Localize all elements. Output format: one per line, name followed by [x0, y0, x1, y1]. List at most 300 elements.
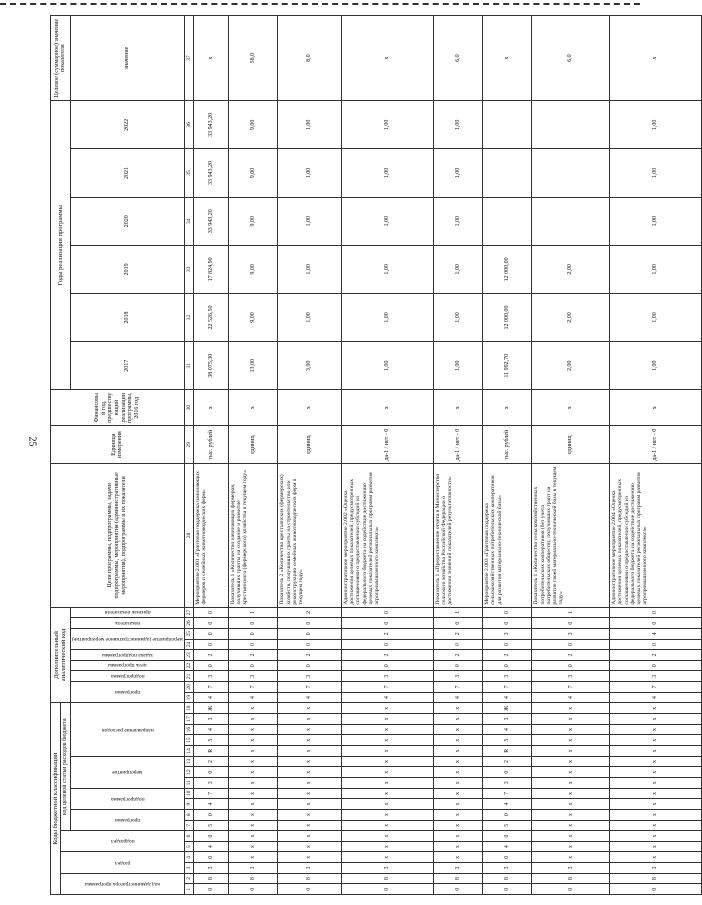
code-digit-cell: 2 [483, 756, 532, 767]
code-digit-cell: х [610, 735, 702, 746]
code-digit-cell: 2 [341, 628, 433, 639]
column-number: 34 [184, 197, 193, 245]
code-digit-cell: 0 [610, 639, 702, 650]
row-name-cell: Административное мероприятие 2.004 «Оценка достижения целевых показателей, предусмотренных соглашениями о предоставлении субсидий из федерального бюджета на содействие достижению целевых показателей региональных программ развития агропромышленного комплекса» [610, 464, 702, 607]
code-digit-cell: х [433, 799, 482, 810]
row-name-cell: Показатель 2 «Количество крестьянских (фермерских) хозяйств, получивших гранты на строительство или реконструкцию семейных животноводческих ферм в текущем году» [278, 464, 342, 607]
code-digit-cell: 3 [228, 671, 277, 682]
code-digit-cell: х [610, 724, 702, 735]
code-digit-cell: 0 [193, 809, 228, 820]
target-value-cell: х [193, 16, 228, 101]
column-number: 11 [184, 777, 193, 788]
column-number: 27 [184, 607, 193, 618]
column-number: 32 [184, 293, 193, 341]
row-name-cell: Показатель 1 «Количество сельскохозяйственных потребительских кооперативов (без учета потребительских обществ), получивших грант на развитие своей материально-технической базы в текущем году» [532, 464, 610, 607]
fin-year-cell: х [341, 390, 433, 426]
year-value-cell: 3,00 [278, 342, 342, 390]
code-digit-cell: х [341, 788, 433, 799]
code-digit-cell: 0 [483, 831, 532, 842]
code-digit-cell: х [532, 777, 610, 788]
code-digit-cell: х [228, 746, 277, 757]
code-digit-cell: Ж [193, 703, 228, 714]
code-section-header: раздел [61, 852, 185, 873]
code-digit-cell: х [278, 799, 342, 810]
fin-year-cell: х [483, 390, 532, 426]
code-digit-cell: 0 [193, 628, 228, 639]
code-expense-direction-header: направление расходов [70, 703, 184, 756]
code-digit-cell: х [610, 714, 702, 725]
column-number: 8 [184, 809, 193, 820]
table-row [278, 16, 342, 895]
year-value-cell: 12 000,00 [483, 245, 532, 293]
table-row [532, 16, 610, 895]
fin-year-cell: х [610, 390, 702, 426]
year-value-cell: 1,00 [610, 342, 702, 390]
column-number: 35 [184, 149, 193, 197]
code-digit-cell: х [341, 841, 433, 852]
code-digit-cell: 2 [278, 607, 342, 618]
target-value-header: значение [70, 16, 184, 101]
code-digit-cell: х [433, 724, 482, 735]
table-row [193, 16, 228, 895]
code-digit-cell: х [341, 809, 433, 820]
year-value-cell: 1,00 [433, 342, 482, 390]
code-digit-cell: х [610, 767, 702, 778]
code-digit-cell: 0 [483, 852, 532, 863]
code-digit-cell: х [228, 820, 277, 831]
code-digit-cell: х [341, 852, 433, 863]
unit-cell: единиц [228, 426, 277, 464]
code-digit-cell: R [483, 746, 532, 757]
code-digit-cell: 0 [610, 884, 702, 895]
code-digit-cell: х [228, 714, 277, 725]
column-number: 16 [184, 724, 193, 735]
code-digit-cell: х [433, 714, 482, 725]
header-row-groups [51, 16, 61, 895]
code-digit-cell: 5 [193, 820, 228, 831]
code-digit-cell: 8 [193, 873, 228, 884]
year-value-cell: 1,00 [278, 149, 342, 197]
code-digit-cell: 0 [193, 767, 228, 778]
code-digit-cell: 0 [193, 884, 228, 895]
table-row [433, 16, 482, 895]
code-digit-cell: 3 [193, 863, 228, 874]
code-digit-cell: х [433, 841, 482, 852]
top-dashed-rule [0, 3, 640, 5]
code-digit-cell: 0 [341, 639, 433, 650]
unit-cell: тыс. рублей [483, 426, 532, 464]
code-measure-header: мероприятие [70, 756, 184, 788]
year-value-cell: 1,00 [610, 149, 702, 197]
code-digit-cell: 2 [610, 650, 702, 661]
code-digit-cell: х [278, 703, 342, 714]
code-digit-cell: х [610, 841, 702, 852]
column-number: 22 [184, 660, 193, 671]
year-value-cell: 1,00 [341, 293, 433, 341]
year-value-cell: 1,00 [341, 245, 433, 293]
year-value-cell [483, 197, 532, 245]
code-digit-cell: х [278, 767, 342, 778]
year-value-cell: 2,00 [532, 342, 610, 390]
code-digit-cell: х [610, 799, 702, 810]
code-digit-cell: х [228, 841, 277, 852]
year-header-2017: 2017 [70, 342, 184, 390]
year-value-cell: 33 943,20 [193, 149, 228, 197]
name-column-header: Цели программы, подпрограммы, задачи подпрограммы, мероприятия (административные мероприятия), подпрограммы и их показатели [51, 464, 185, 607]
code-digit-cell: х [228, 788, 277, 799]
code-digit-cell: х [341, 767, 433, 778]
page-number: 25 [26, 436, 38, 447]
column-number: 7 [184, 820, 193, 831]
code-digit-cell: х [532, 788, 610, 799]
code-digit-cell: 3 [278, 863, 342, 874]
column-number: 9 [184, 799, 193, 810]
code-digit-cell: х [532, 724, 610, 735]
code-digit-cell: 4 [483, 692, 532, 703]
code-digit-cell: х [341, 820, 433, 831]
table-row [483, 16, 532, 895]
column-number: 1 [184, 884, 193, 895]
target-value-cell: х [610, 16, 702, 101]
code-digit-cell: х [341, 724, 433, 735]
code-digit-cell: х [433, 852, 482, 863]
code-digit-cell: 7 [483, 788, 532, 799]
extra-measure-header: мероприятие (административное мероприятие) [70, 628, 184, 649]
code-digit-cell: х [341, 799, 433, 810]
code-digit-cell: х [341, 777, 433, 788]
code-digit-cell: 8 [483, 873, 532, 884]
code-digit-cell: 8 [278, 873, 342, 884]
year-value-cell: 1,00 [433, 101, 482, 149]
extra-goal-header: цель программы [70, 660, 184, 671]
code-digit-cell: 7 [278, 682, 342, 693]
year-value-cell [532, 197, 610, 245]
code-digit-cell: х [610, 756, 702, 767]
code-digit-cell: х [278, 746, 342, 757]
code-digit-cell: 7 [433, 682, 482, 693]
table-body [193, 16, 701, 895]
code-digit-cell: 0 [341, 660, 433, 671]
code-digit-cell: 3 [193, 777, 228, 788]
code-digit-cell: х [532, 820, 610, 831]
code-digit-cell: х [278, 831, 342, 842]
code-digit-cell: х [433, 788, 482, 799]
target-value-cell: 6,0 [433, 16, 482, 101]
year-value-cell: 1,00 [341, 101, 433, 149]
rotated-table-wrapper [50, 15, 659, 895]
code-admin-header: код администратора программы [61, 873, 185, 894]
code-digit-cell: х [532, 735, 610, 746]
row-name-cell: Мероприятие 2.003 «Грантовая поддержка сельскохозяйственных потребительских кооперативов для развития материально-технической базы» [483, 464, 532, 607]
unit-cell: единиц [278, 426, 342, 464]
year-value-cell [532, 101, 610, 149]
year-value-cell: 1,00 [610, 293, 702, 341]
code-digit-cell: х [532, 799, 610, 810]
code-digit-cell: х [433, 767, 482, 778]
code-digit-cell: 4 [483, 841, 532, 852]
column-number: 4 [184, 852, 193, 863]
code-digit-cell: 0 [483, 607, 532, 618]
row-name-cell: Показатель 1 «Предоставление отчета в Министерство сельского хозяйства Российской Федерации о достижении значений показателей результативности» [433, 464, 482, 607]
code-digit-cell: 3 [483, 863, 532, 874]
code-digit-cell: 3 [433, 671, 482, 682]
code-digit-cell: х [278, 841, 342, 852]
code-digit-cell: х [341, 703, 433, 714]
code-digit-cell: 0 [228, 628, 277, 639]
code-digit-cell: 0 [193, 639, 228, 650]
code-digit-cell: х [228, 852, 277, 863]
code-digit-cell: х [278, 852, 342, 863]
code-digit-cell: 0 [278, 884, 342, 895]
column-number: 12 [184, 767, 193, 778]
code-digit-cell: х [532, 852, 610, 863]
code-digit-cell: 3 [532, 863, 610, 874]
code-digit-cell: 0 [193, 660, 228, 671]
code-digit-cell: х [341, 735, 433, 746]
code-digit-cell: 0 [433, 618, 482, 629]
code-digit-cell: 3 [341, 671, 433, 682]
fin-year-column-header: Финансовый год, предшествующий реализации программы, 2016 год [51, 390, 185, 426]
code-digit-cell: х [610, 852, 702, 863]
extra-program-header: программа [70, 682, 184, 703]
year-value-cell: 1,00 [278, 197, 342, 245]
years-group-header: Годы реализации программы [51, 101, 71, 390]
year-header-2020: 2020 [70, 197, 184, 245]
year-value-cell: 1,00 [433, 293, 482, 341]
code-digit-cell: 0 [341, 607, 433, 618]
code-digit-cell: х [228, 703, 277, 714]
extra-indicator-header: показатель [70, 618, 184, 629]
code-digit-cell: 0 [610, 618, 702, 629]
column-number: 5 [184, 841, 193, 852]
code-digit-cell: 7 [193, 788, 228, 799]
code-digit-cell: х [610, 831, 702, 842]
year-value-cell [483, 149, 532, 197]
year-value-cell: 13,00 [228, 342, 277, 390]
target-value-cell: 58,0 [228, 16, 277, 101]
column-number: 14 [184, 746, 193, 757]
column-number: 30 [184, 390, 193, 426]
column-number: 36 [184, 101, 193, 149]
year-value-cell: 1,00 [610, 197, 702, 245]
code-digit-cell: х [433, 831, 482, 842]
code-digit-cell: х [532, 703, 610, 714]
unit-cell: да-1 / нет - 0 [610, 426, 702, 464]
code-digit-cell: 0 [433, 660, 482, 671]
purpose-code-header: код целевой статьи расходов бюджета [61, 703, 71, 831]
code-digit-cell: 7 [610, 682, 702, 693]
code-digit-cell: 0 [483, 639, 532, 650]
code-digit-cell: 3 [483, 714, 532, 725]
code-digit-cell: 0 [483, 618, 532, 629]
target-value-cell: х [483, 16, 532, 101]
table-row [228, 16, 277, 895]
code-digit-cell: 4 [341, 692, 433, 703]
code-digit-cell: 8 [228, 873, 277, 884]
code-digit-cell: 0 [341, 884, 433, 895]
code-digit-cell: 8 [610, 873, 702, 884]
code-digit-cell: х [532, 841, 610, 852]
code-digit-cell: 4 [193, 692, 228, 703]
code-digit-cell: х [278, 788, 342, 799]
table-row [610, 16, 702, 895]
year-value-cell: 9,00 [228, 293, 277, 341]
code-digit-cell: х [532, 714, 610, 725]
code-digit-cell: 3 [532, 671, 610, 682]
column-number-row [184, 16, 193, 895]
program-indicators-table [50, 15, 702, 895]
code-digit-cell: х [228, 767, 277, 778]
code-digit-cell: 0 [483, 767, 532, 778]
code-digit-cell: 3 [278, 671, 342, 682]
code-digit-cell: х [610, 820, 702, 831]
column-number: 37 [184, 16, 193, 101]
code-digit-cell: х [228, 756, 277, 767]
year-value-cell: 9,00 [228, 245, 277, 293]
code-digit-cell: 3 [483, 628, 532, 639]
code-digit-cell: 2 [228, 650, 277, 661]
code-digit-cell: 0 [532, 618, 610, 629]
column-number: 25 [184, 628, 193, 639]
code-digit-cell: 4 [610, 692, 702, 703]
year-value-cell: 9,00 [228, 149, 277, 197]
column-number: 17 [184, 714, 193, 725]
year-value-cell: 1,00 [433, 197, 482, 245]
code-digit-cell: 8 [433, 873, 482, 884]
code-digit-cell: 0 [483, 809, 532, 820]
column-number: 6 [184, 831, 193, 842]
code-digit-cell: х [228, 831, 277, 842]
row-name-cell: Мероприятие 2.001 «Грантовая поддержка начинающих фермеров и семейных животноводческих ферм» [193, 464, 228, 607]
year-value-cell: 1,00 [278, 293, 342, 341]
code-digit-cell: х [610, 777, 702, 788]
code-digit-cell: х [278, 756, 342, 767]
code-digit-cell: х [278, 777, 342, 788]
code-digit-cell: 4 [193, 724, 228, 735]
code-digit-cell: 0 [193, 831, 228, 842]
year-value-cell: 1,00 [433, 245, 482, 293]
code-digit-cell: 4 [193, 841, 228, 852]
extra-sign-header: признак показателя [70, 607, 184, 618]
code-digit-cell: 3 [532, 628, 610, 639]
code-digit-cell: х [532, 746, 610, 757]
code-digit-cell: х [341, 714, 433, 725]
code-digit-cell: 1 [228, 607, 277, 618]
code-digit-cell: 2 [193, 756, 228, 767]
code-digit-cell: 0 [228, 618, 277, 629]
code-digit-cell: 7 [341, 682, 433, 693]
code-digit-cell: х [278, 735, 342, 746]
code-digit-cell: х [433, 756, 482, 767]
code-digit-cell: х [278, 724, 342, 735]
code-digit-cell: 7 [228, 682, 277, 693]
code-digit-cell: х [228, 735, 277, 746]
code-digit-cell: х [532, 831, 610, 842]
code-digit-cell: 4 [532, 692, 610, 703]
code-digit-cell: 3 [228, 863, 277, 874]
column-number: 33 [184, 245, 193, 293]
column-number: 10 [184, 788, 193, 799]
unit-cell: да-1 / нет - 0 [433, 426, 482, 464]
year-value-cell: 1,00 [341, 197, 433, 245]
code-digit-cell: 0 [483, 884, 532, 895]
code-digit-cell: 2 [193, 650, 228, 661]
year-value-cell: 1,00 [341, 149, 433, 197]
code-digit-cell: 3 [610, 671, 702, 682]
year-header-2018: 2018 [70, 293, 184, 341]
code-digit-cell: 0 [193, 607, 228, 618]
code-digit-cell: 8 [532, 873, 610, 884]
code-digit-cell: х [610, 788, 702, 799]
code-digit-cell: 1 [532, 607, 610, 618]
code-digit-cell: 4 [483, 724, 532, 735]
code-digit-cell: 1 [433, 607, 482, 618]
code-digit-cell: 0 [193, 618, 228, 629]
code-digit-cell: 3 [483, 777, 532, 788]
year-value-cell: 1,00 [433, 149, 482, 197]
code-digit-cell: 4 [278, 692, 342, 703]
code-digit-cell: 0 [278, 660, 342, 671]
code-digit-cell: х [278, 820, 342, 831]
code-digit-cell: 0 [433, 639, 482, 650]
column-number: 18 [184, 703, 193, 714]
year-value-cell: 33 943,20 [193, 197, 228, 245]
unit-cell: тыс. рублей [193, 426, 228, 464]
column-number: 24 [184, 639, 193, 650]
code-digit-cell: 7 [193, 682, 228, 693]
column-number: 31 [184, 342, 193, 390]
column-number: 29 [184, 426, 193, 464]
code-digit-cell: 2 [483, 650, 532, 661]
code-digit-cell: х [278, 809, 342, 820]
year-value-cell [532, 149, 610, 197]
code-digit-cell: 0 [483, 660, 532, 671]
year-value-cell: 9,00 [228, 101, 277, 149]
code-digit-cell: R [193, 746, 228, 757]
code-digit-cell: 2 [433, 628, 482, 639]
code-digit-cell: х [610, 703, 702, 714]
target-value-cell: х [341, 16, 433, 101]
code-digit-cell: 4 [433, 692, 482, 703]
code-digit-cell: х [433, 777, 482, 788]
code-digit-cell: 4 [228, 692, 277, 703]
column-number: 20 [184, 682, 193, 693]
code-digit-cell: 8 [341, 873, 433, 884]
year-header-2021: 2021 [70, 149, 184, 197]
fin-year-cell: х [532, 390, 610, 426]
code-digit-cell: 3 [193, 671, 228, 682]
code-digit-cell: 3 [341, 863, 433, 874]
code-digit-cell: 0 [278, 628, 342, 639]
column-number: 21 [184, 671, 193, 682]
code-digit-cell: х [532, 809, 610, 820]
year-value-cell: 1,00 [610, 101, 702, 149]
column-number: 15 [184, 735, 193, 746]
code-digit-cell: 5 [483, 735, 532, 746]
unit-cell: да-1 / нет - 0 [341, 426, 433, 464]
fin-year-cell: х [433, 390, 482, 426]
year-value-cell: 1,00 [278, 101, 342, 149]
unit-column-header: Единица измерения [51, 426, 185, 464]
code-digit-cell: 0 [532, 660, 610, 671]
year-value-cell: 17 824,90 [193, 245, 228, 293]
code-digit-cell: х [228, 809, 277, 820]
code-digit-cell: х [433, 809, 482, 820]
code-digit-cell: 3 [433, 863, 482, 874]
code-digit-cell: 0 [228, 639, 277, 650]
year-header-2019: 2019 [70, 245, 184, 293]
fin-year-cell: х [193, 390, 228, 426]
